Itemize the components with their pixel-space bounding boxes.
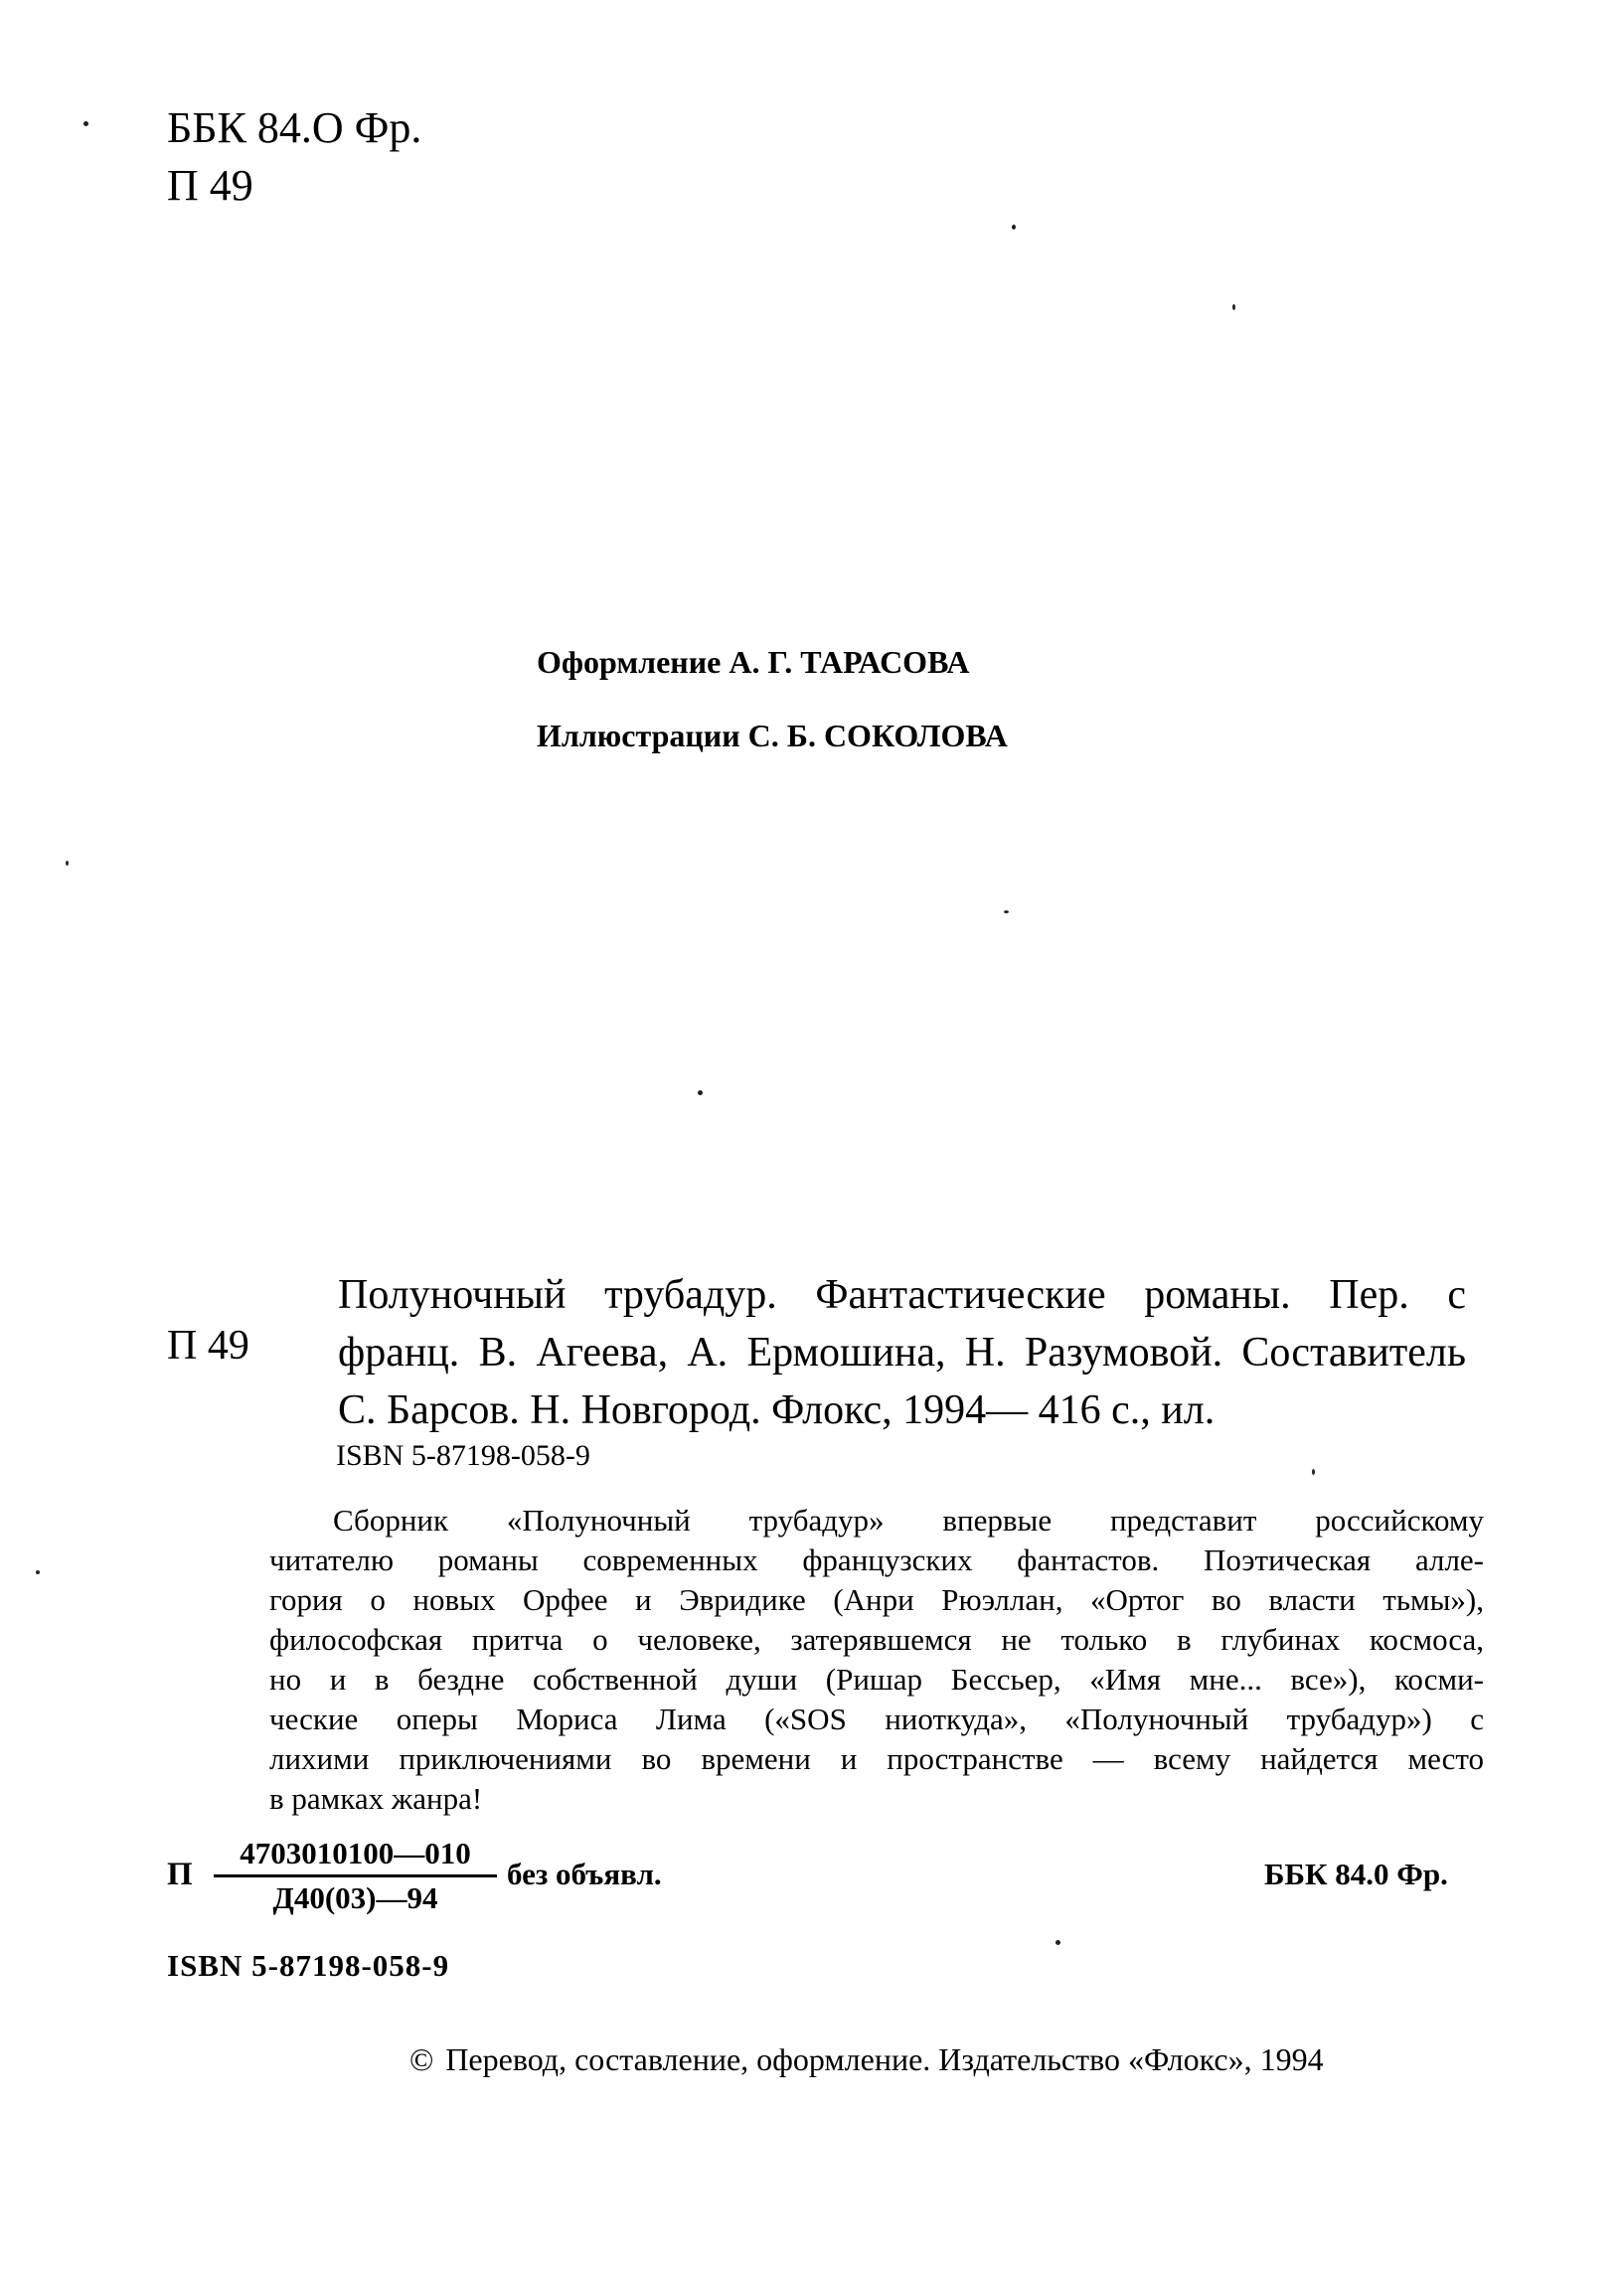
imprint-fraction bbox=[214, 1835, 497, 1917]
header-block bbox=[167, 99, 421, 215]
scan-speck bbox=[1004, 910, 1009, 913]
scan-speck bbox=[1056, 1940, 1060, 1945]
bibliography-isbn: ISBN 5-87198-058-9 bbox=[336, 1439, 590, 1472]
scan-speck bbox=[1232, 304, 1235, 310]
annotation-line: гория о новых Орфее и Эвридике (Анри Рюэллан, «Ортог во власти тьмы»), bbox=[269, 1582, 1484, 1617]
copyright-line bbox=[409, 2041, 1324, 2078]
bibliography-line: С. Барсов. Н. Новгород. Флокс, 1994— 416 с., ил. bbox=[338, 1387, 1216, 1433]
imprint-isbn: ISBN 5-87198-058-9 bbox=[167, 1948, 450, 1983]
annotation-line: лихими приключениями во времени и пространстве — всему найдется место bbox=[269, 1741, 1484, 1776]
header-index: П 49 bbox=[167, 161, 253, 210]
credit-design: Оформление А. Г. ТАРАСОВА bbox=[537, 644, 970, 680]
scan-speck bbox=[1012, 225, 1016, 230]
annotation-line: в рамках жанра! bbox=[269, 1781, 483, 1816]
copyright-icon: © bbox=[409, 2041, 434, 2077]
annotation-line: но и в бездне собственной души (Ришар Бессьер, «Имя мне... все»), косми- bbox=[269, 1662, 1484, 1697]
imprint-index-letter: П bbox=[167, 1857, 193, 1892]
annotation bbox=[269, 1501, 1484, 1819]
bibliography-line: франц. В. Агеева, А. Ермошина, Н. Разумовой. Составитель bbox=[338, 1330, 1466, 1376]
scan-speck bbox=[36, 1570, 40, 1574]
bibliography-entry bbox=[338, 1266, 1466, 1439]
imprint-bbk: ББК 84.0 Фр. bbox=[1264, 1857, 1448, 1891]
header-bbk: ББК 84.О Фр. bbox=[167, 103, 422, 152]
scan-speck bbox=[66, 861, 69, 866]
scan-speck bbox=[1312, 1469, 1315, 1475]
scan-speck bbox=[83, 121, 88, 126]
copyright-text: Перевод, составление, оформление. Издательство «Флокс», 1994 bbox=[445, 2041, 1324, 2077]
annotation-line: ческие оперы Мориса Лима («SOS ниоткуда», «Полуночный трубадур») с bbox=[269, 1702, 1484, 1736]
imprint-denominator: Д40(03)—94 bbox=[272, 1880, 438, 1915]
bibliography-line: Полуночный трубадур. Фантастические романы. Пер. с bbox=[338, 1272, 1466, 1318]
annotation-line: читателю романы современных французских фантастов. Поэтическая алле- bbox=[269, 1542, 1484, 1577]
imprint-note: без объявл. bbox=[507, 1857, 662, 1891]
scan-speck bbox=[698, 1090, 703, 1095]
fraction-bar bbox=[214, 1874, 497, 1877]
annotation-line: философская притча о человеке, затерявшемся не только в глубинах космоса, bbox=[269, 1622, 1484, 1657]
imprint-numerator: 4703010100—010 bbox=[240, 1836, 471, 1870]
credit-illustrations: Иллюстрации С. Б. СОКОЛОВА bbox=[537, 718, 1008, 753]
bibliography-code: П 49 bbox=[167, 1323, 249, 1369]
annotation-line: Сборник «Полуночный трубадур» впервые представит российскому bbox=[333, 1503, 1484, 1538]
